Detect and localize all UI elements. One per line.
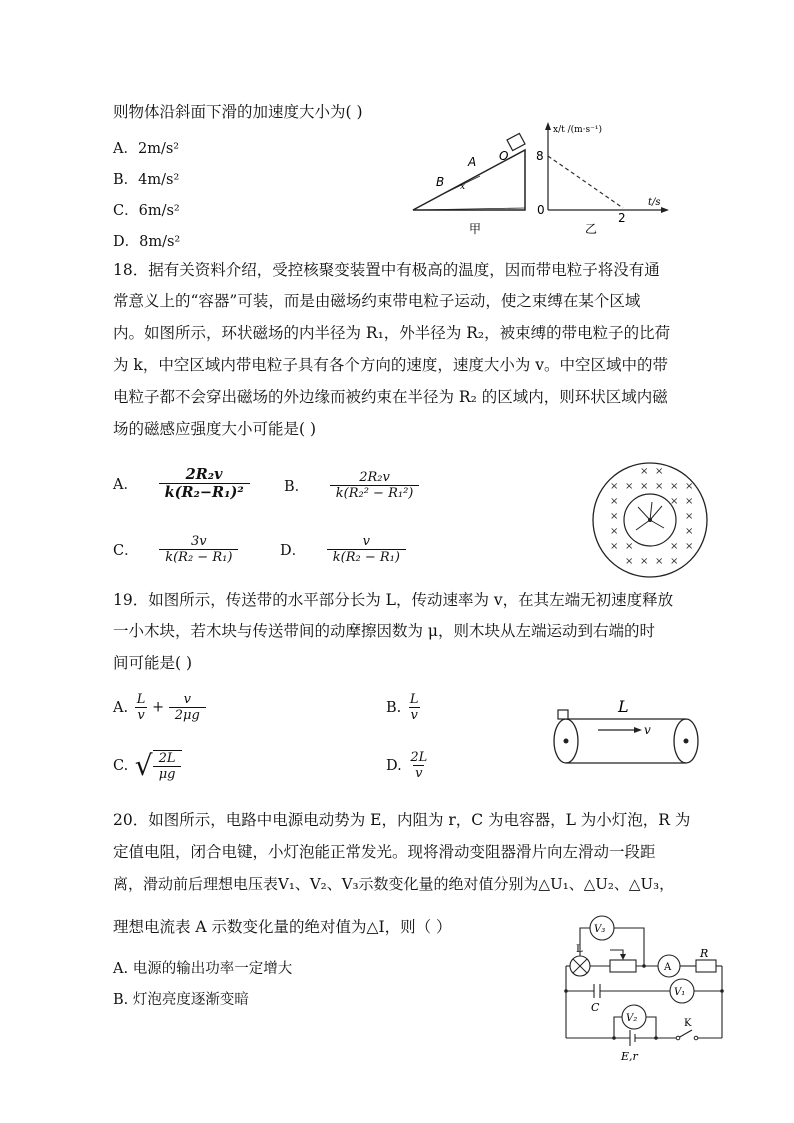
q20-line-4: 理想电流表 A 示数变化量的绝对值为△I，则（ ） xyxy=(113,918,452,936)
q20-option-b: B. 灯泡亮度逐渐变暗 xyxy=(113,992,249,1008)
q20-option-a: A. 电源的输出功率一定增大 xyxy=(113,961,293,977)
label-o: O xyxy=(499,149,509,163)
resistor-label: R xyxy=(700,947,709,960)
q18-line-5: 电粒子都不会穿出磁场的外边缘而被约束在半径为 R₂ 的区域内，则环状区域内磁 xyxy=(113,388,668,406)
q18-line-2: 常意义上的“容器”可装，而是由磁场约束带电粒子运动，使之束缚在某个区域 xyxy=(113,292,641,310)
y-tick-8: 8 xyxy=(536,149,544,163)
q19-option-d: D. $\frac{2L}{v}$ xyxy=(386,750,428,781)
q18-option-d: D． $\frac{v}{\text{k(R₂ − R₁)}}$ xyxy=(280,534,406,565)
conveyor-length-label: L xyxy=(618,698,629,716)
field-cross-mark: × xyxy=(670,541,679,552)
field-cross-mark: × xyxy=(685,481,694,492)
battery-label: E,r xyxy=(621,1050,638,1063)
meter-v1: V₁ xyxy=(674,987,686,998)
q19-line-2: 一小木块，若木块与传送带间的动摩擦因数为 μ，则木块从左端运动到右端的时 xyxy=(113,622,656,640)
conveyor-figure xyxy=(546,698,706,770)
switch-label: K xyxy=(684,1018,692,1029)
conveyor-speed-label: v xyxy=(644,723,651,737)
q19-line-3: 间可能是( ) xyxy=(113,654,193,672)
q18-line-1: 18．据有关资料介绍，受控核聚变装置中有极高的温度，因而带电粒子将没有通 xyxy=(113,261,660,279)
q18-option-a: A． $\frac{\text{2R₂v}}{\text{k(R₂−R₁)²}}$ xyxy=(113,466,250,501)
q20-line-3: 离，滑动前后理想电压表V₁、V₂、V₃示数变化量的绝对值分别为△U₁、△U₂、△U₃， xyxy=(113,875,675,893)
meter-v3: V₃ xyxy=(594,924,606,935)
q17-stem-tail: 则物体沿斜面下滑的加速度大小为( ) xyxy=(113,103,363,121)
field-cross-mark: × xyxy=(655,466,664,477)
q18-option-c: C． $\frac{3v}{\text{k(R₂ − R₁)}}$ xyxy=(113,534,238,565)
field-cross-mark: × xyxy=(610,541,619,552)
caption-yi: 乙 xyxy=(585,222,598,236)
q17-option-c: C．6m/s² xyxy=(113,203,180,219)
field-cross-mark: × xyxy=(670,481,679,492)
q20-line-1: 20．如图所示，电路中电源电动势为 E，内阻为 r，C 为电容器，L 为小灯泡，R 为 xyxy=(113,811,691,829)
q19-option-b: B. $\frac{L}{v}$ xyxy=(386,692,419,723)
field-cross-mark: × xyxy=(655,556,664,567)
field-cross-mark: × xyxy=(625,541,634,552)
label-x: x xyxy=(460,182,466,192)
x-tick-2: 2 xyxy=(618,211,626,225)
caption-jia: 甲 xyxy=(469,222,482,236)
velocity-graph xyxy=(533,118,673,238)
field-cross-mark: × xyxy=(610,511,619,522)
q19-line-1: 19．如图所示，传送带的水平部分长为 L，传动速率为 v，在其左端无初速度释放 xyxy=(113,591,674,609)
q17-option-d: D．8m/s² xyxy=(113,234,181,250)
meter-v2: V₂ xyxy=(626,1013,638,1024)
field-cross-mark: × xyxy=(625,481,634,492)
field-cross-mark: × xyxy=(610,496,619,507)
field-cross-mark: × xyxy=(685,496,694,507)
q20-line-2: 定值电阻，闭合电键，小灯泡能正常发光。现将滑动变阻器滑片向左滑动一段距 xyxy=(113,843,656,861)
q17-option-a: A．2m/s² xyxy=(113,141,180,157)
q18-line-6: 场的磁感应强度大小可能是( ) xyxy=(113,420,317,438)
field-cross-mark: × xyxy=(610,526,619,537)
q19-option-c: C. √ $\frac{2L}{\mu g}$ xyxy=(113,750,182,782)
field-cross-mark: × xyxy=(685,526,694,537)
capacitor-label: C xyxy=(591,1001,600,1014)
magnetic-ring-figure xyxy=(588,462,712,580)
meter-a: A xyxy=(664,962,672,973)
label-b: B xyxy=(436,175,445,189)
field-cross-mark: × xyxy=(625,556,634,567)
field-cross-mark: × xyxy=(670,556,679,567)
field-cross-mark: × xyxy=(640,466,649,477)
q17-option-b: B．4m/s² xyxy=(113,172,180,188)
q18-option-b: B． $\frac{\text{2R₂v}}{\text{k(R₂² − R₁²)}}$ xyxy=(284,470,419,501)
field-cross-mark: × xyxy=(655,481,664,492)
circuit-figure xyxy=(558,914,728,1064)
y-axis-label: x/t /(m·s⁻¹) xyxy=(553,125,603,135)
field-cross-mark: × xyxy=(670,496,679,507)
field-cross-mark: × xyxy=(640,556,649,567)
x-axis-label: t/s xyxy=(648,197,661,208)
incline-figure xyxy=(405,130,535,240)
label-a: A xyxy=(468,155,477,169)
q18-line-3: 内。如图所示，环状磁场的内半径为 R₁，外半径为 R₂，被束缚的带电粒子的比荷 xyxy=(113,324,671,342)
lamp-label: L xyxy=(576,944,583,955)
origin-label: 0 xyxy=(537,203,545,217)
field-cross-mark: × xyxy=(685,541,694,552)
field-cross-mark: × xyxy=(685,511,694,522)
field-cross-mark: × xyxy=(640,481,649,492)
field-cross-mark: × xyxy=(610,481,619,492)
q19-option-a: A. $\frac{L}{v}$ + $\frac{v}{2\mu g}$ xyxy=(113,692,206,723)
q18-line-4: 为 k，中空区域内带电粒子具有各个方向的速度，速度大小为 v。中空区域中的带 xyxy=(113,356,669,374)
